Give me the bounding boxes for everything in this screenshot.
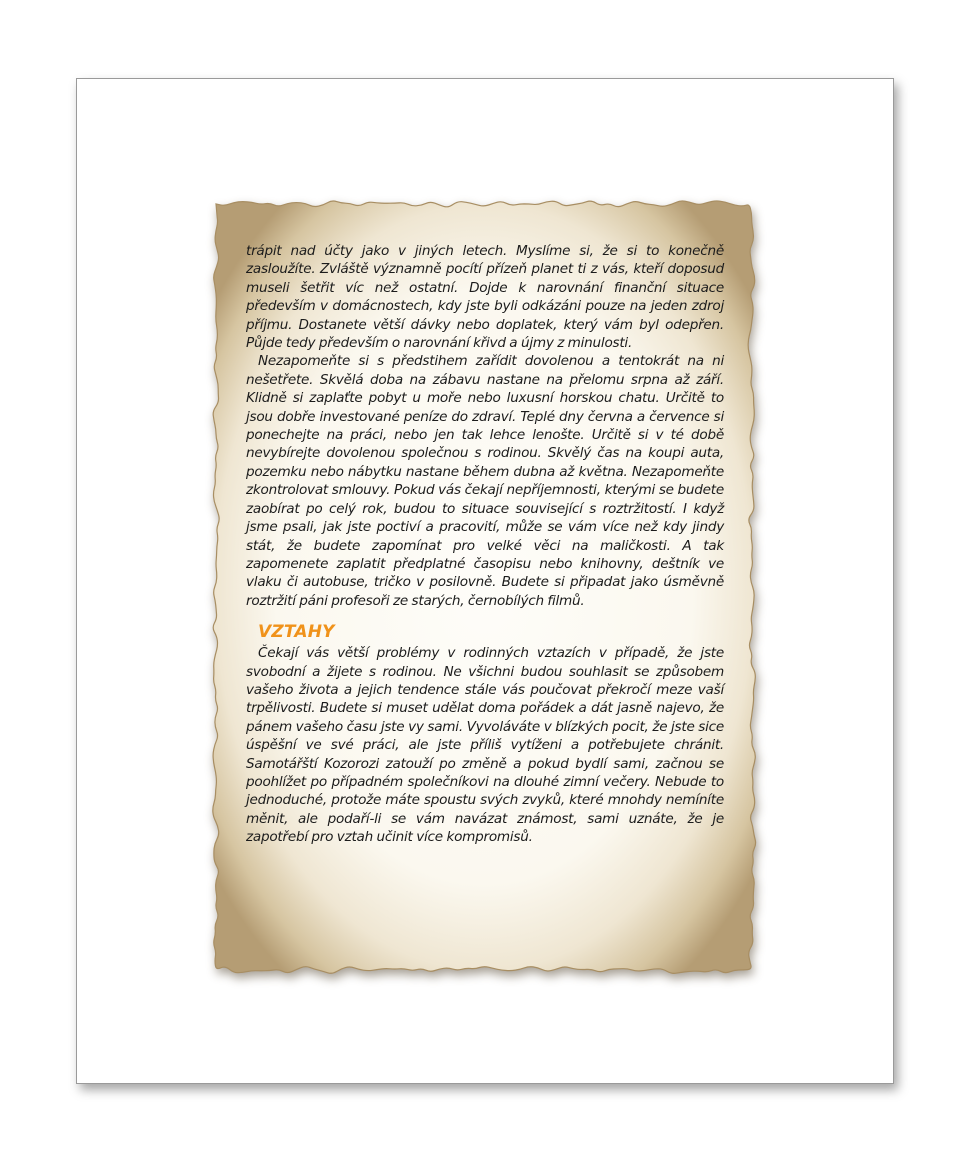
paragraph-3: Čekají vás větší problémy v rodinných vztazích v případě, že jste svobodní a žijete s rodinou. Ne všichni budou souhlasit se způsobem vašeho života a jejich tendence stále vás poučovat překročí meze vaší trpělivosti. Budete si muset udělat doma pořádek a dát jasně najevo, že pánem vašeho času jste vy sami. Vyvoláváte v blízkých pocit, že jste sice úspěšní ve své práci, ale jste příliš vytíženi a potřebujete chránit. Samotářští Kozorozi zatouží po změně a pokud bydlí sami, začnou se poohlížet po případném společníkovi na dlouhé zimní večery. Nebude to jednoduché, protože máte spoustu svých zvyků, které mnohdy nemíníte měnit, ale podaří-li se vám navázat známost, sami uznáte, že je zapotřebí pro vztah učinit více kompromisů.	[246, 645, 724, 846]
section-heading: VZTAHY	[258, 622, 335, 643]
paragraph-1: trápit nad účty jako v jiných letech. Myslíme si, že si to konečně zasloužíte. Zvláště významně pocítí přízeň planet ti z vás, kteří doposud museli šetřit víc než ostatní. Dojde k narovnání finanční situace především v domácnostech, kdy jste byli odkázáni pouze na jeden zdroj příjmu. Dostanete větší dávky nebo doplatek, který vám byl odepřen. Půjde tedy především o narovnání křivd a újmy z minulosti.	[246, 243, 724, 352]
paragraph-2: Nezapomeňte si s předstihem zařídit dovolenou a tentokrát na ni nešetřete. Skvělá doba na zábavu nastane na přelomu srpna až září. Klidně si zaplaťte pobyt u moře nebo luxusní horskou chatu. Určitě to jsou dobře investované peníze do zdraví. Teplé dny června a července si ponechejte na práci, nebo jen tak lehce lenošte. Určitě si v té době nevybírejte dovolenou společnou s rodinou. Skvělý čas na koupi auta, pozemku nebo nábytku nastane během dubna až května. Nezapomeňte zkontrolovat smlouvy. Pokud vás čekají nepříjemnosti, kterými se budete zaobírat po celý rok, budou to situace související s roztržitostí. I když jsme psali, jak jste poctiví a pracovití, může se vám více než kdy jindy stát, že budete zapomínat pro velké věci na maličkosti. A tak zapomenete zaplatit předplatné časopisu nebo knihovny, deštník ve vlaku či autobuse, tričko v posilovně. Budete si připadat jako úsměvně roztržití páni profesoři ze starých, černobílých filmů.	[246, 353, 724, 609]
article-text	[246, 242, 724, 847]
parchment-card	[208, 196, 760, 978]
